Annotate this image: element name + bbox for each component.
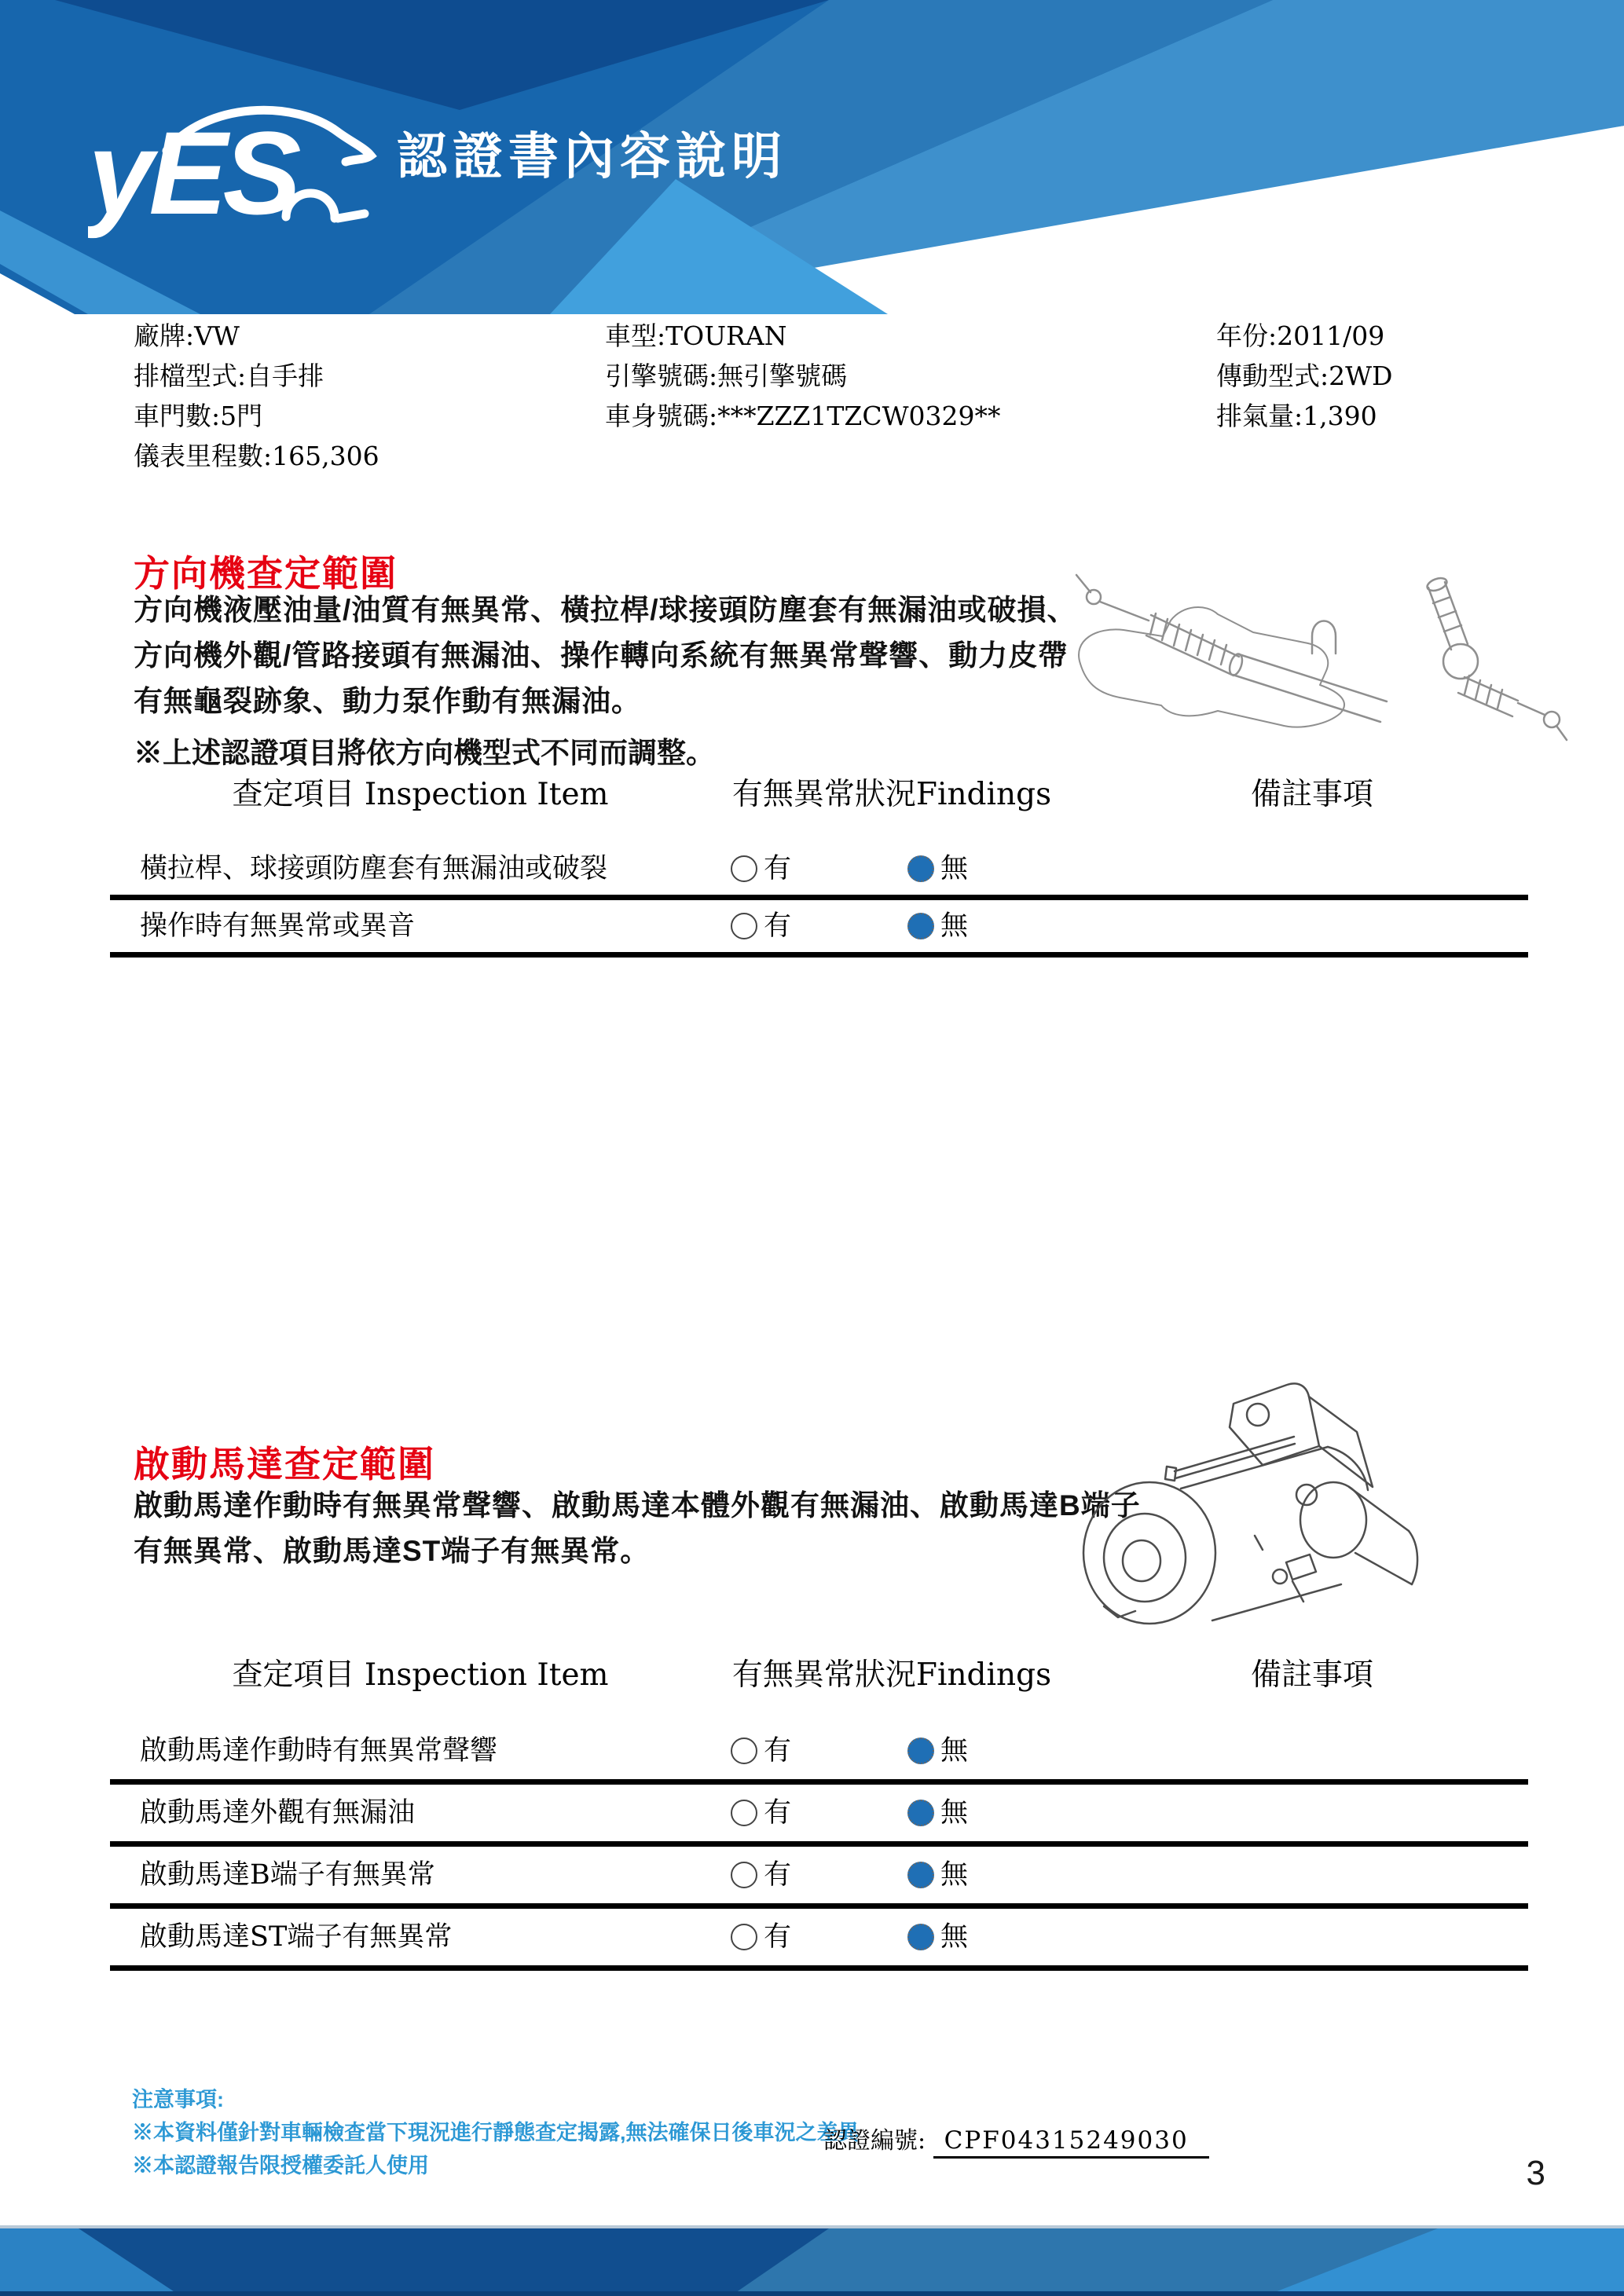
radio-option-yes[interactable] [731,1847,791,1903]
radio-option-yes[interactable] [731,843,791,895]
field-value: 2WD [1329,361,1393,391]
table-header-row [110,770,1528,825]
yes-logo-text: yES [88,107,297,239]
radio-label-yes: 有 [764,1921,792,1953]
radio-unselected-icon[interactable] [731,1800,757,1826]
radio-label-yes: 有 [764,853,792,884]
inspection-item-text: 啟動馬達作動時有無異常聲響 [140,1735,498,1767]
radio-unselected-icon[interactable] [731,1738,757,1764]
radio-selected-icon[interactable] [907,1738,934,1764]
radio-option-no[interactable] [907,1847,968,1903]
description-line: 有無異常、啟動馬達ST端子有無異常。 [134,1535,651,1567]
footer-band [0,2225,1624,2296]
field-label: 儀表里程數: [134,441,273,471]
field-value: ***ZZZ1TZCW0329** [717,401,1001,431]
column-header-inspection-item: 查定項目 Inspection Item [232,1657,609,1693]
description-line: 方向機液壓油量/油質有無異常、橫拉桿/球接頭防塵套有無漏油或破損、 [134,594,1077,626]
radio-unselected-icon[interactable] [731,913,757,939]
radio-option-yes[interactable] [731,1909,791,1965]
field-value: 2011/09 [1277,320,1385,351]
table-row [110,900,1528,958]
column-header-inspection-item: 查定項目 Inspection Item [232,777,609,812]
field-value: 165,306 [272,441,379,471]
radio-unselected-icon[interactable] [731,1862,757,1888]
notice-block [132,2083,860,2182]
field-label: 排檔型式: [134,361,247,391]
column-header-findings: 有無異常狀況Findings [731,777,1052,812]
inspection-item-text: 啟動馬達ST端子有無異常 [140,1921,453,1953]
table-header-row [110,1650,1528,1705]
radio-option-no[interactable] [907,1909,968,1965]
column-header-remarks: 備註事項 [1250,777,1373,812]
description-line: 方向機外觀/管路接頭有無漏油、操作轉向系統有無異常聲響、動力皮帶 [134,639,1069,672]
radio-selected-icon[interactable] [907,855,934,882]
column-header-remarks: 備註事項 [1250,1657,1373,1693]
table-row [110,1785,1528,1847]
radio-selected-icon[interactable] [907,1862,934,1888]
radio-selected-icon[interactable] [907,913,934,939]
vehicle-info-column-2 [605,316,1001,436]
vehicle-field-mileage [134,436,379,476]
radio-label-no: 無 [940,1859,969,1891]
description-line: 有無龜裂跡象、動力泵作動有無漏油。 [134,685,641,717]
radio-label-yes: 有 [764,1735,792,1767]
radio-unselected-icon[interactable] [731,855,757,882]
steering-section-description [134,588,1077,724]
starter-inspection-table [110,1638,1528,1976]
starter-motor-illustration [1057,1371,1426,1633]
field-label: 傳動型式: [1216,361,1329,391]
starter-section-title: 啟動馬達查定範圍 [134,1444,435,1485]
field-value: VW [194,320,240,351]
vehicle-info-column-1 [134,316,379,476]
yes-logo [88,79,379,275]
field-value: TOURAN [665,320,787,351]
radio-option-no[interactable] [907,843,968,895]
certificate-number-label: 認證編號: [823,2127,926,2155]
field-label: 年份: [1216,320,1278,351]
starter-section-description [134,1483,1141,1574]
field-value: 1,390 [1303,401,1377,431]
steering-section-title: 方向機查定範圍 [134,553,398,594]
radio-unselected-icon[interactable] [731,1924,757,1950]
radio-option-no[interactable] [907,1785,968,1841]
steering-rack-illustration [1053,542,1571,765]
inspection-item-text: 啟動馬達外觀有無漏油 [140,1797,416,1829]
footer-background-art [0,2225,1624,2296]
radio-label-no: 無 [940,853,969,884]
certificate-number-line [823,2121,1209,2159]
table-row [110,1723,1528,1785]
inspection-item-text: 操作時有無異常或異音 [140,910,416,942]
vehicle-field-drivetrain [1216,356,1393,396]
radio-selected-icon[interactable] [907,1800,934,1826]
vehicle-info-column-3 [1216,316,1393,436]
inspection-item-text: 啟動馬達B端子有無異常 [140,1859,435,1891]
field-value: 5門 [220,401,263,431]
steering-section-note: ※上述認證項目將依方向機型式不同而調整。 [134,737,715,769]
notice-title: 注意事項: [132,2088,224,2111]
notice-line: ※本認證報告限授權委託人使用 [132,2154,429,2177]
vehicle-field-displacement [1216,396,1393,436]
vehicle-field-brand [134,316,379,356]
field-label: 廠牌: [134,320,195,351]
field-label: 車門數: [134,401,221,431]
vehicle-field-year [1216,316,1393,356]
radio-option-yes[interactable] [731,1723,791,1779]
table-row [110,1909,1528,1971]
field-value: 無引擎號碼 [717,361,848,391]
vehicle-field-vin [605,396,1001,436]
radio-option-yes[interactable] [731,1785,791,1841]
column-header-findings: 有無異常狀況Findings [731,1657,1052,1693]
radio-label-no: 無 [940,1797,969,1829]
page-header [0,0,1624,314]
vehicle-field-model [605,316,1001,356]
field-label: 車型: [605,320,666,351]
radio-selected-icon[interactable] [907,1924,934,1950]
page-number: 3 [1526,2154,1545,2192]
radio-option-yes[interactable] [731,900,791,952]
vehicle-field-doors [134,396,379,436]
radio-option-no[interactable] [907,1723,968,1779]
field-label: 車身號碼: [605,401,718,431]
radio-label-no: 無 [940,1921,969,1953]
field-label: 引擎號碼: [605,361,718,391]
page-title: 認證書內容說明 [397,128,787,185]
certificate-number-value: CPF04315249030 [933,2126,1209,2159]
notice-line: ※本資料僅針對車輛檢查當下現況進行靜態查定揭露,無法確保日後車況之差異 [132,2121,860,2144]
radio-option-no[interactable] [907,900,968,952]
vehicle-field-engine-number [605,356,1001,396]
radio-label-yes: 有 [764,910,792,942]
steering-inspection-table [110,770,1528,962]
table-row [110,843,1528,900]
radio-label-no: 無 [940,1735,969,1767]
radio-label-yes: 有 [764,1859,792,1891]
description-line: 啟動馬達作動時有無異常聲響、啟動馬達本體外觀有無漏油、啟動馬達B端子 [134,1489,1141,1522]
table-row [110,1847,1528,1909]
vehicle-field-transmission-type [134,356,379,396]
field-value: 自手排 [246,361,324,391]
field-label: 排氣量: [1216,401,1303,431]
inspection-item-text: 橫拉桿、球接頭防塵套有無漏油或破裂 [140,853,608,884]
radio-label-no: 無 [940,910,969,942]
radio-label-yes: 有 [764,1797,792,1829]
